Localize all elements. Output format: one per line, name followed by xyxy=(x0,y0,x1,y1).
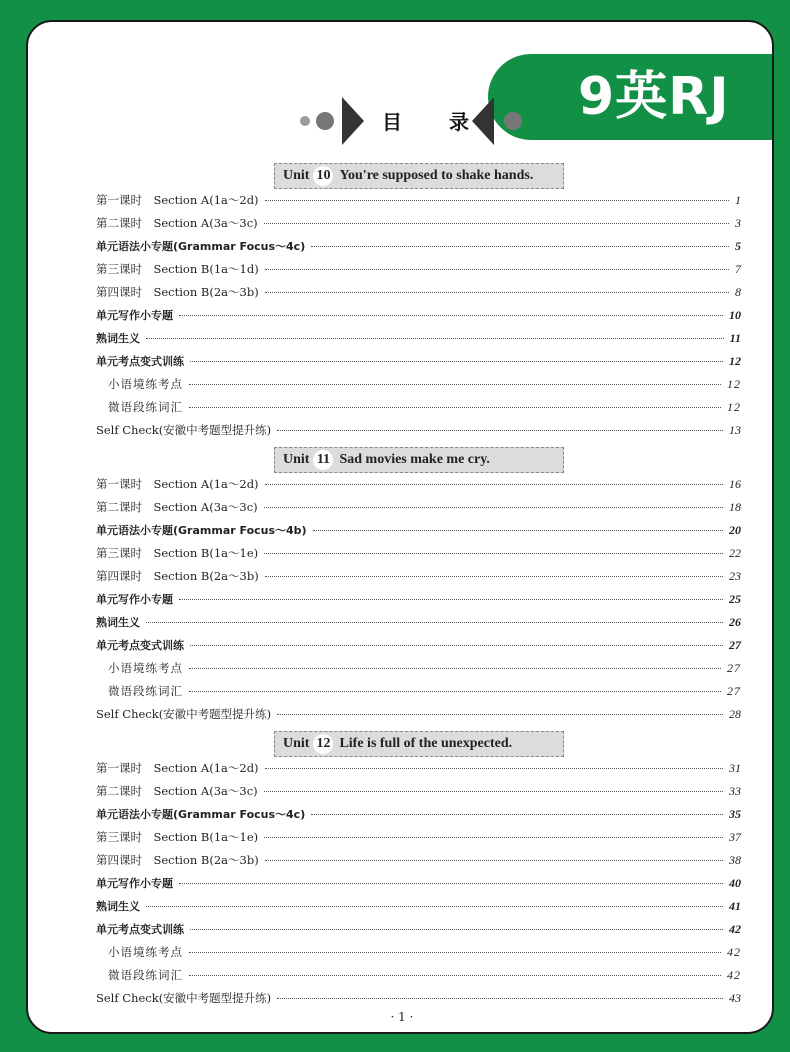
unit-label: Unit xyxy=(283,452,310,467)
toc-entry[interactable] xyxy=(96,852,741,872)
dot-leader xyxy=(146,337,724,339)
dot-leader xyxy=(264,552,723,554)
unit-title: You're supposed to shake hands. xyxy=(339,168,534,183)
entry-page: 10 xyxy=(729,308,741,322)
dot-leader xyxy=(146,905,723,907)
dot-leader xyxy=(264,790,723,792)
toc-entry[interactable] xyxy=(96,261,741,281)
entry-page: 5 xyxy=(735,239,741,253)
toc-entry[interactable] xyxy=(96,399,741,419)
dot-leader xyxy=(311,245,729,247)
entry-page: 13 xyxy=(729,423,741,437)
entry-label: 熟词生义 xyxy=(96,900,140,913)
toc-entry[interactable] xyxy=(96,875,741,895)
entry-page: 38 xyxy=(729,853,741,867)
dot-leader xyxy=(179,598,723,600)
toc-entry[interactable] xyxy=(96,829,741,849)
entry-label: 微语段练词汇 xyxy=(108,684,183,698)
entry-label: 单元语法小专题(Grammar Focus～4c) xyxy=(96,240,306,253)
entry-label: Self Check(安徽中考题型提升练) xyxy=(96,423,272,437)
dot-leader xyxy=(265,483,723,485)
dot-leader xyxy=(179,314,723,316)
entry-label: 第一课时 Section A(1a～2d) xyxy=(96,477,259,491)
grade-badge: 9英RJ xyxy=(488,54,774,140)
dot-leader xyxy=(189,951,721,953)
entry-page: 8 xyxy=(735,285,741,299)
toc-entry[interactable] xyxy=(96,683,741,703)
toc-entry[interactable] xyxy=(96,192,741,212)
dot-leader xyxy=(189,667,721,669)
entry-label: 熟词生义 xyxy=(96,616,140,629)
entry-label: 第二课时 Section A(3a～3c) xyxy=(96,500,258,514)
dot-leader xyxy=(189,406,721,408)
entry-page: 37 xyxy=(729,830,741,844)
unit-number: 12 xyxy=(313,734,333,754)
entry-label: 小语境练考点 xyxy=(108,945,183,959)
entry-label: 单元写作小专题 xyxy=(96,593,173,606)
toc-entry[interactable] xyxy=(96,476,741,496)
dot-leader xyxy=(190,644,723,646)
toc-entry[interactable] xyxy=(96,967,741,987)
entry-page: 41 xyxy=(729,899,741,913)
dot-icon xyxy=(316,112,334,130)
entry-page: 40 xyxy=(729,876,741,890)
entry-page: 3 xyxy=(735,216,741,230)
unit-title: Sad movies make me cry. xyxy=(339,452,490,467)
entry-label: 单元语法小专题(Grammar Focus～4b) xyxy=(96,524,307,537)
unit-number: 11 xyxy=(313,450,333,470)
dot-icon xyxy=(300,116,310,126)
entry-page: 26 xyxy=(729,615,741,629)
entry-page: 43 xyxy=(729,991,741,1005)
toc-entry[interactable] xyxy=(96,898,741,918)
entry-page: 12 xyxy=(729,354,741,368)
entry-page: 35 xyxy=(729,807,741,821)
unit-title: Life is full of the unexpected. xyxy=(339,736,513,751)
dot-leader xyxy=(277,713,723,715)
toc-entry[interactable] xyxy=(96,806,741,826)
toc-page xyxy=(26,20,774,1034)
toc-entry[interactable] xyxy=(96,522,741,542)
toc-entry[interactable] xyxy=(96,545,741,565)
entry-label: 第四课时 Section B(2a～3b) xyxy=(96,569,259,583)
entry-label: 第三课时 Section B(1a～1d) xyxy=(96,262,259,276)
entry-label: 单元语法小专题(Grammar Focus～4c) xyxy=(96,808,306,821)
entry-page: 12 xyxy=(727,400,741,414)
unit-heading[interactable] xyxy=(274,731,564,757)
entry-page: 18 xyxy=(729,500,741,514)
entry-label: 第四课时 Section B(2a～3b) xyxy=(96,853,259,867)
dot-leader xyxy=(311,813,723,815)
unit-label: Unit xyxy=(283,168,310,183)
entry-label: 第四课时 Section B(2a～3b) xyxy=(96,285,259,299)
entry-page: 12 xyxy=(727,377,741,391)
page-number: · 1 · xyxy=(390,1010,414,1024)
entry-label: 单元写作小专题 xyxy=(96,877,173,890)
entry-page: 20 xyxy=(729,523,741,537)
toc-entry[interactable] xyxy=(96,284,741,304)
entry-label: 微语段练词汇 xyxy=(108,968,183,982)
toc-entry[interactable] xyxy=(96,353,741,373)
toc-entry[interactable] xyxy=(96,499,741,519)
triangle-right-icon xyxy=(342,97,364,145)
toc-entry[interactable] xyxy=(96,422,741,442)
entry-page: 33 xyxy=(729,784,741,798)
unit-label: Unit xyxy=(283,736,310,751)
dot-leader xyxy=(264,836,723,838)
entry-label: 第一课时 Section A(1a～2d) xyxy=(96,761,259,775)
toc-entry[interactable] xyxy=(96,660,741,680)
entry-page: 42 xyxy=(729,922,741,936)
toc-header xyxy=(294,92,514,152)
entry-page: 27 xyxy=(727,661,741,675)
entry-page: 27 xyxy=(727,684,741,698)
dot-leader xyxy=(277,429,723,431)
entry-label: 微语段练词汇 xyxy=(108,400,183,414)
dot-leader xyxy=(189,383,721,385)
entry-label: 第二课时 Section A(3a～3c) xyxy=(96,784,258,798)
triangle-left-icon xyxy=(472,97,494,145)
unit-number: 10 xyxy=(313,166,333,186)
toc-entry[interactable] xyxy=(96,944,741,964)
entry-page: 42 xyxy=(727,945,741,959)
toc-title: 目 录 xyxy=(382,110,489,134)
dot-leader xyxy=(190,928,723,930)
dot-leader xyxy=(265,199,729,201)
toc-entry[interactable] xyxy=(96,783,741,803)
toc-entry[interactable] xyxy=(96,238,741,258)
entry-label: Self Check(安徽中考题型提升练) xyxy=(96,707,272,721)
entry-label: 熟词生义 xyxy=(96,332,140,345)
entry-label: 单元写作小专题 xyxy=(96,309,173,322)
toc-entry[interactable] xyxy=(96,706,741,726)
dot-leader xyxy=(313,529,723,531)
unit-heading[interactable] xyxy=(274,163,564,189)
dot-leader xyxy=(189,690,721,692)
entry-page: 1 xyxy=(735,193,741,207)
entry-page: 31 xyxy=(729,761,741,775)
entry-label: 单元考点变式训练 xyxy=(96,923,184,936)
toc-entry[interactable] xyxy=(96,760,741,780)
toc-entry[interactable] xyxy=(96,990,741,1010)
dot-leader xyxy=(265,767,723,769)
entry-label: 小语境练考点 xyxy=(108,377,183,391)
unit-heading[interactable] xyxy=(274,447,564,473)
dot-leader xyxy=(277,997,723,999)
dot-leader xyxy=(264,506,723,508)
entry-page: 22 xyxy=(729,546,741,560)
entry-label: 第三课时 Section B(1a～1e) xyxy=(96,830,259,844)
entry-label: 单元考点变式训练 xyxy=(96,355,184,368)
entry-page: 11 xyxy=(729,331,741,345)
entry-label: 第二课时 Section A(3a～3c) xyxy=(96,216,258,230)
entry-page: 42 xyxy=(727,968,741,982)
toc-entry[interactable] xyxy=(96,614,741,634)
dot-leader xyxy=(179,882,723,884)
toc-entry[interactable] xyxy=(96,568,741,588)
entry-page: 27 xyxy=(729,638,741,652)
entry-page: 23 xyxy=(729,569,741,583)
toc-entry[interactable] xyxy=(96,921,741,941)
dot-leader xyxy=(265,291,729,293)
entry-label: 小语境练考点 xyxy=(108,661,183,675)
entry-page: 25 xyxy=(729,592,741,606)
dot-leader xyxy=(265,575,723,577)
toc-entry[interactable] xyxy=(96,330,741,350)
dot-leader xyxy=(265,268,729,270)
dot-leader xyxy=(146,621,723,623)
entry-label: 第三课时 Section B(1a～1e) xyxy=(96,546,259,560)
dot-leader xyxy=(190,360,723,362)
dot-leader xyxy=(265,859,723,861)
entry-label: Self Check(安徽中考题型提升练) xyxy=(96,991,272,1005)
toc-entry[interactable] xyxy=(96,376,741,396)
toc-entry[interactable] xyxy=(96,591,741,611)
entry-label: 第一课时 Section A(1a～2d) xyxy=(96,193,259,207)
toc-entry[interactable] xyxy=(96,637,741,657)
entry-label: 单元考点变式训练 xyxy=(96,639,184,652)
dot-icon xyxy=(504,112,522,130)
entry-page: 28 xyxy=(729,707,741,721)
dot-leader xyxy=(189,974,721,976)
toc-entry[interactable] xyxy=(96,307,741,327)
dot-leader xyxy=(264,222,729,224)
toc-entry[interactable] xyxy=(96,215,741,235)
entry-page: 7 xyxy=(735,262,741,276)
entry-page: 16 xyxy=(729,477,741,491)
